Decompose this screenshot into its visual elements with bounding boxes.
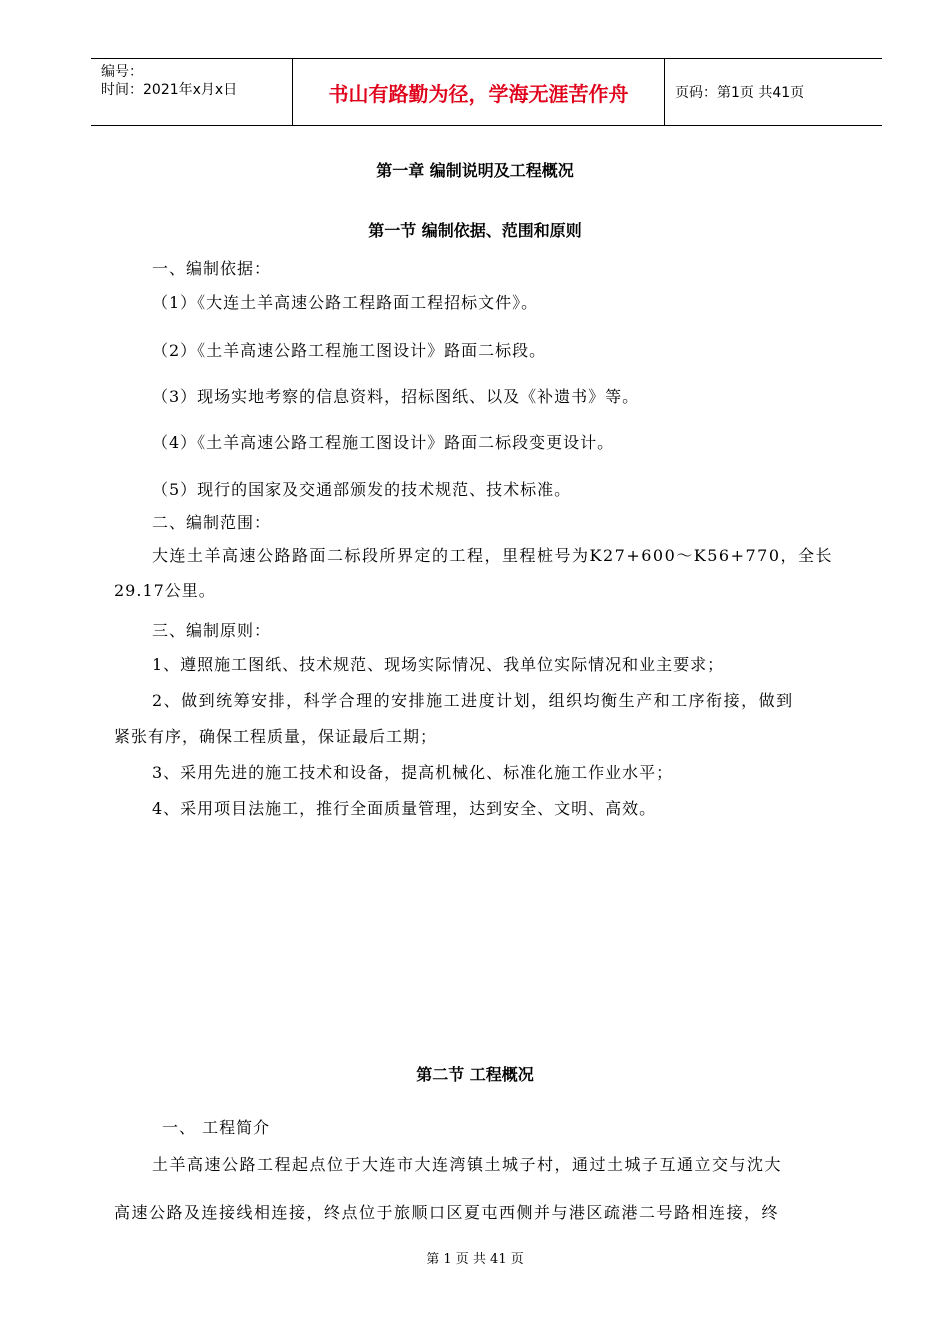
body-line: 大连土羊高速公路路面二标段所界定的工程，里程桩号为K27+600～K56+770，全长 [152, 546, 834, 565]
body-line: 1、遵照施工图纸、技术规范、现场实际情况、我单位实际情况和业主要求； [152, 655, 725, 674]
time-label: 时间：2021年x月x日 [101, 82, 238, 98]
body-line: 二、编制范围： [152, 513, 272, 532]
section1-title: 第一节 编制依据、范围和原则 [368, 221, 582, 240]
page-footer: 第 1 页 共 41 页 [426, 1252, 524, 1267]
body-line: 4、采用项目法施工，推行全面质量管理，达到安全、文明、高效。 [152, 799, 657, 818]
header-page-code: 页码：第1页 共41页 [675, 85, 805, 101]
body-line: 高速公路及连接线相连接，终点位于旅顺口区夏屯西侧并与港区疏港二号路相连接，终 [114, 1203, 780, 1222]
header-meta [91, 59, 293, 125]
body-line: 土羊高速公路工程起点位于大连市大连湾镇土城子村，通过土城子互通立交与沈大 [152, 1155, 783, 1174]
body-line: （5）现行的国家及交通部颁发的技术规范、技术标准。 [152, 480, 572, 499]
body-line: 三、编制原则： [152, 621, 272, 640]
body-line: 一、编制依据： [152, 259, 272, 278]
body-line: 29.17公里。 [114, 581, 216, 600]
body-line: 紧张有序，确保工程质量，保证最后工期； [114, 727, 438, 746]
section2-title: 第二节 工程概况 [416, 1065, 534, 1084]
body-line: （1）《大连土羊高速公路工程路面工程招标文件》。 [152, 293, 539, 312]
page-header [91, 58, 882, 126]
number-label: 编号： [101, 64, 143, 80]
chapter-title: 第一章 编制说明及工程概况 [376, 161, 574, 180]
body-line: （2）《土羊高速公路工程施工图设计》路面二标段。 [152, 341, 547, 360]
body-line: 2、做到统筹安排，科学合理的安排施工进度计划，组织均衡生产和工序衔接，做到 [152, 691, 794, 710]
body-line: （4）《土羊高速公路工程施工图设计》路面二标段变更设计。 [152, 433, 615, 452]
body-line: 3、采用先进的施工技术和设备，提高机械化、标准化施工作业水平； [152, 763, 674, 782]
header-motto: 书山有路勤为径，学海无涯苦作舟 [293, 59, 665, 125]
body-line: （3）现场实地考察的信息资料，招标图纸、以及《补遗书》等。 [152, 387, 640, 406]
body-line: 一、 工程简介 [162, 1118, 271, 1137]
